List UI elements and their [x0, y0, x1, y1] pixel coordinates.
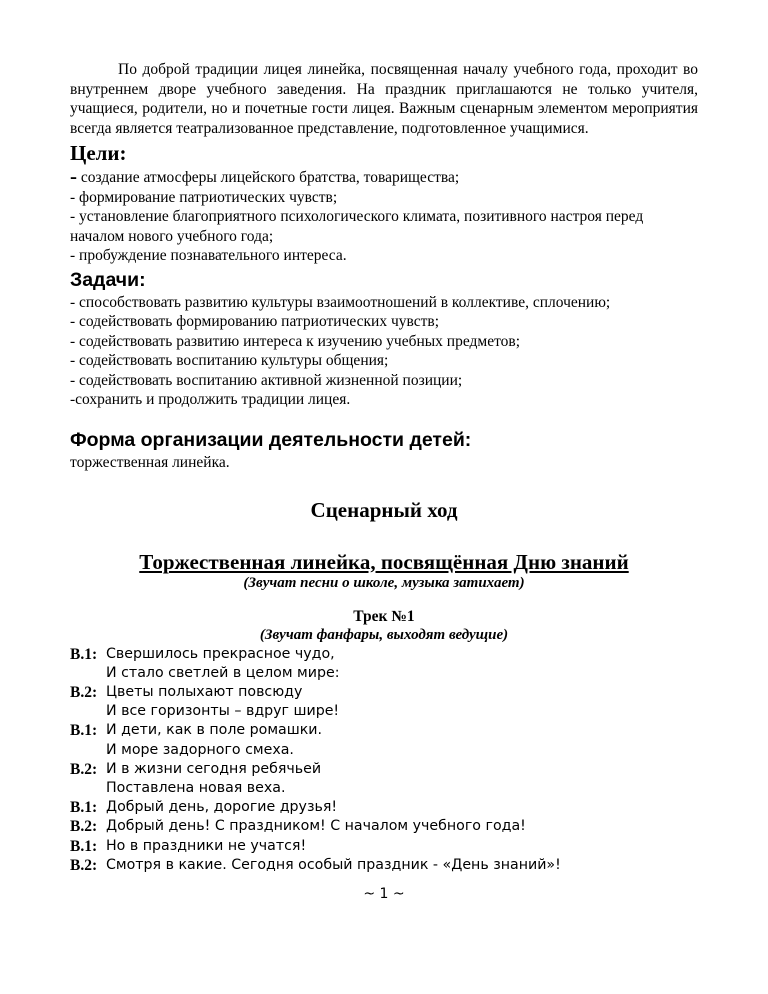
- document-page: [70, 60, 698, 875]
- stage-direction: (Звучат песни о школе, музыка затихает): [243, 574, 525, 591]
- line-text: Смотря в какие. Сегодня особый праздник - «День знаний»!: [106, 856, 561, 873]
- track-label: Трек №1: [353, 607, 415, 625]
- tasks-item: - содействовать воспитанию активной жизненной позиции;: [70, 371, 463, 389]
- dialog-line: [70, 856, 698, 875]
- goals-first-text: создание атмосферы лицейского братства, товарищества;: [77, 169, 460, 186]
- dialog-line: [70, 645, 698, 664]
- dialog-line: [70, 779, 698, 798]
- speaker-label: [70, 702, 106, 721]
- tasks-item: - содействовать развитию интереса к изучению учебных предметов;: [70, 332, 521, 350]
- goals-heading: Цели:: [70, 141, 127, 165]
- dialog-line: [70, 817, 698, 836]
- speaker-label: В.1:: [70, 837, 98, 855]
- intro-paragraph: По доброй традиции лицея линейка, посвященная началу учебного года, проходит во внутреннем дворе учебного заведения. На праздник приглашаются не только учителя, учащиеся, родители, но и почетные гости лицея. Важным сценарным элементом мероприятия всегда является театрализованное представление, подготовленное учащимися.: [70, 61, 698, 137]
- dialog-line: [70, 760, 698, 779]
- tasks-list: [70, 293, 698, 410]
- scenario-title: Сценарный ход: [310, 497, 458, 522]
- dialog-line: [70, 741, 698, 760]
- tasks-item: - содействовать воспитанию культуры общения;: [70, 352, 389, 369]
- speaker-label: [70, 779, 106, 798]
- dialog-line: [70, 721, 698, 740]
- line-text: И в жизни сегодня ребячьей: [106, 760, 322, 777]
- speaker-label: В.2:: [70, 760, 98, 778]
- line-text: И дети, как в поле ромашки.: [106, 722, 323, 739]
- goals-item: - формирование патриотических чувств;: [70, 188, 338, 206]
- speaker-label: В.2:: [70, 818, 98, 836]
- dialog-line: [70, 683, 698, 702]
- line-text: И стало светлей в целом мире:: [106, 664, 340, 681]
- tasks-item: - способствовать развитию культуры взаимоотношений в коллективе, сплочению;: [70, 293, 611, 311]
- dialog-line: [70, 702, 698, 721]
- page-number: ~ 1 ~: [363, 886, 405, 902]
- dialog: [70, 645, 698, 875]
- line-text: И море задорного смеха.: [106, 741, 294, 758]
- tasks-item: -сохранить и продолжить традиции лицея.: [70, 391, 351, 408]
- speaker-label: В.2:: [70, 683, 98, 701]
- goals-list: [70, 164, 698, 266]
- speaker-label: В.1:: [70, 645, 98, 663]
- speaker-label: В.2:: [70, 856, 98, 874]
- line-text: Но в праздники не учатся!: [106, 837, 307, 854]
- line-text: И все горизонты – вдруг шире!: [106, 703, 340, 720]
- tasks-heading: Задачи:: [70, 268, 146, 291]
- goals-item: - пробуждение познавательного интереса.: [70, 247, 347, 264]
- goals-first-dash: -: [70, 164, 77, 188]
- stage-direction: (Звучат фанфары, выходят ведущие): [259, 626, 509, 643]
- form-text: торжественная линейка.: [70, 453, 230, 471]
- goals-item: [70, 164, 698, 188]
- tasks-item: - содействовать формированию патриотических чувств;: [70, 313, 439, 330]
- line-text: Поставлена новая веха.: [106, 779, 286, 796]
- speaker-label: [70, 741, 106, 760]
- goals-item: - установление благоприятного психологического климата, позитивного настроя перед началом нового учебного года;: [70, 208, 644, 245]
- dialog-line: [70, 798, 698, 817]
- speaker-label: В.1:: [70, 722, 98, 740]
- speaker-label: В.1:: [70, 799, 98, 817]
- dialog-line: [70, 837, 698, 856]
- line-text: Цветы полыхают повсюду: [106, 683, 303, 700]
- main-title: Торжественная линейка, посвящённая Дню знаний: [139, 549, 629, 574]
- speaker-label: [70, 664, 106, 683]
- line-text: Свершилось прекрасное чудо,: [106, 645, 335, 662]
- form-heading: Форма организации деятельности детей:: [70, 428, 472, 451]
- dialog-line: [70, 664, 698, 683]
- line-text: Добрый день! С праздником! С началом учебного года!: [106, 818, 526, 835]
- line-text: Добрый день, дорогие друзья!: [106, 799, 338, 816]
